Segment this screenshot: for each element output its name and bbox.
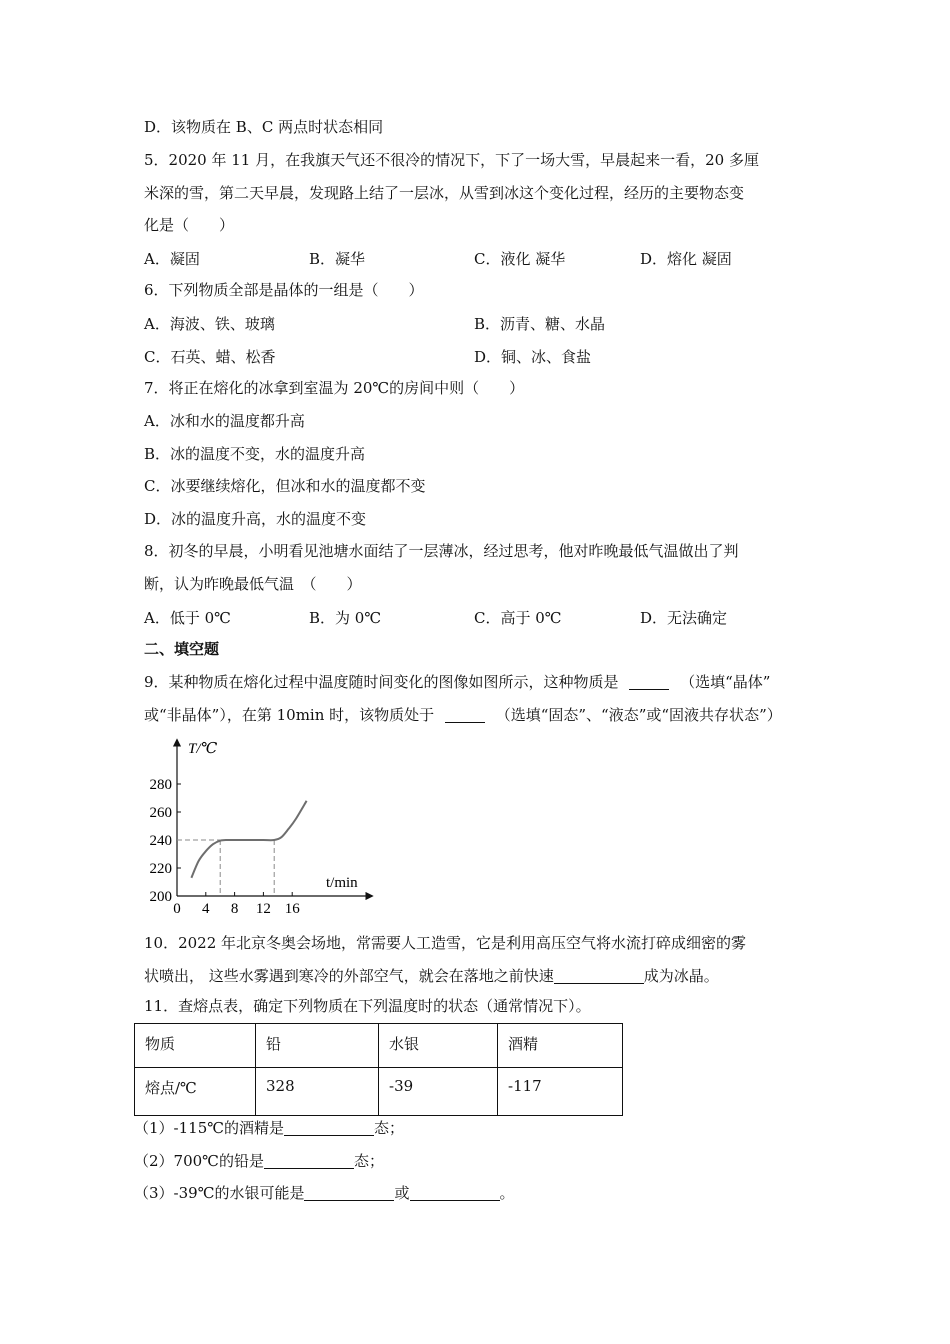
q11-sub1-text: （1）-115℃的酒精是 [134,1119,285,1137]
q5-option-d[interactable]: D．熔化 凝固 [640,250,732,268]
q5-stem-line2: 米深的雪，第二天早晨，发现路上结了一层冰，从雪到冰这个变化过程，经历的主要物态变 [144,184,745,202]
q5-option-a[interactable]: A．凝固 [144,250,200,268]
melting-curve-chart [140,735,385,915]
q11-sub2-suffix: 态； [353,1152,384,1170]
table-cell: -39 [379,1068,498,1116]
q10-stem-line1: 10．2022 年北京冬奥会场地，常需要人工造雪，它是利用高压空气将水流打碎成细密的雾 [144,934,747,952]
y-tick-label: 200 [149,889,172,905]
q9-text-2b: （选填“固态”、“液态”或“固液共存状态”） [495,706,782,724]
table-cell: 物质 [135,1024,256,1068]
q6-option-a[interactable]: A．海波、铁、玻璃 [144,315,275,333]
q7-stem: 7．将正在熔化的冰拿到室温为 20℃的房间中则（ ） [144,379,525,397]
x-tick-label: 0 [173,901,181,915]
q9-stem-line2 [144,705,782,725]
q9-stem-line1 [144,672,770,692]
q5-stem-line1: 5．2020 年 11 月，在我旗天气还不很冷的情况下，下了一场大雪，早晨起来一看，20 多厘 [144,151,759,169]
q10-text-2b: 成为冰晶。 [643,967,719,985]
table-cell: 熔点/℃ [135,1068,256,1116]
table-cell: 328 [256,1068,379,1116]
q6-options-row2 [0,346,950,366]
q5-option-b[interactable]: B．凝华 [309,250,366,268]
q8-options [0,607,950,627]
x-tick-label: 4 [202,901,210,915]
q10-text-2a: 状喷出， 这些水雾遇到寒冷的外部空气，就会在落地之前快速 [144,967,554,985]
q11-sub3-or: 或 [394,1184,410,1202]
q8-stem-line1: 8．初冬的早晨，小明看见池塘水面结了一层薄冰，经过思考，他对昨晚最低气温做出了判 [144,542,739,560]
table-cell: 酒精 [498,1024,623,1068]
q7-option-c[interactable]: C．冰要继续熔化，但冰和水的温度都不变 [144,477,426,495]
section-heading-fill-in: 二、填空题 [144,640,220,658]
melting-point-table [134,1023,623,1116]
x-tick-label: 12 [255,901,271,915]
q9-blank-2[interactable] [445,707,485,723]
q9-blank-1[interactable] [629,674,669,690]
q8-option-d[interactable]: D．无法确定 [640,609,728,627]
q9-text-1b: （选填“晶体” [680,673,771,691]
q11-blank-3b[interactable] [410,1185,500,1201]
x-tick-label: 16 [284,901,300,915]
table-cell: 铅 [256,1024,379,1068]
y-axis-label: T/℃ [188,741,218,757]
q11-sub3-end: 。 [499,1184,515,1202]
q11-sub2-text: （2）700℃的铅是 [134,1152,264,1170]
q11-blank-3a[interactable] [304,1185,394,1201]
y-tick-label: 220 [149,861,172,877]
table-cell: 水银 [379,1024,498,1068]
q6-options-row1 [0,313,950,333]
q5-stem-line3: 化是（ ） [144,216,235,234]
q10-stem-line2 [144,966,719,986]
q9-text-1a: 9．某种物质在熔化过程中温度随时间变化的图像如图所示，这种物质是 [144,673,619,691]
q9-text-2a: 或“非晶体”），在第 10min 时，该物质处于 [144,706,435,724]
q5-options [0,248,950,268]
y-tick-label: 280 [149,777,172,793]
q8-stem-line2: 断，认为昨晚最低气温 （ ） [144,575,362,593]
q11-sub1-suffix: 态； [374,1119,405,1137]
table-cell: -117 [498,1068,623,1116]
q6-option-c[interactable]: C．石英、蜡、松香 [144,348,276,366]
q7-option-b[interactable]: B．冰的温度不变，水的温度升高 [144,445,366,463]
q8-option-c[interactable]: C．高于 0℃ [474,609,562,627]
x-tick-label: 8 [230,901,239,915]
y-tick-label: 260 [149,805,172,821]
q8-option-a[interactable]: A．低于 0℃ [144,609,231,627]
q11-sub1 [134,1118,404,1138]
q11-blank-2[interactable] [264,1153,354,1169]
temperature-curve [191,801,306,878]
q6-option-b[interactable]: B．沥青、糖、水晶 [474,315,606,333]
q11-sub2 [134,1151,384,1171]
q11-sub3 [134,1183,515,1203]
q11-stem: 11．查熔点表，确定下列物质在下列温度时的状态（通常情况下）。 [144,997,591,1015]
q5-option-c[interactable]: C．液化 凝华 [474,250,566,268]
q8-option-b[interactable]: B．为 0℃ [309,609,382,627]
table-row-header [135,1024,623,1068]
q6-stem: 6．下列物质全部是晶体的一组是（ ） [144,281,424,299]
q7-option-a[interactable]: A．冰和水的温度都升高 [144,412,305,430]
x-axis-label: t/min [326,875,358,891]
q6-option-d[interactable]: D．铜、冰、食盐 [474,348,592,366]
y-tick-label: 240 [149,833,172,849]
table-row [135,1068,623,1116]
q4-option-d: D．该物质在 B、C 两点时状态相同 [144,118,384,136]
q11-blank-1[interactable] [284,1120,374,1136]
q10-blank[interactable] [554,968,644,984]
q7-option-d[interactable]: D．冰的温度升高，水的温度不变 [144,510,367,528]
q11-sub3-text: （3）-39℃的水银可能是 [134,1184,305,1202]
